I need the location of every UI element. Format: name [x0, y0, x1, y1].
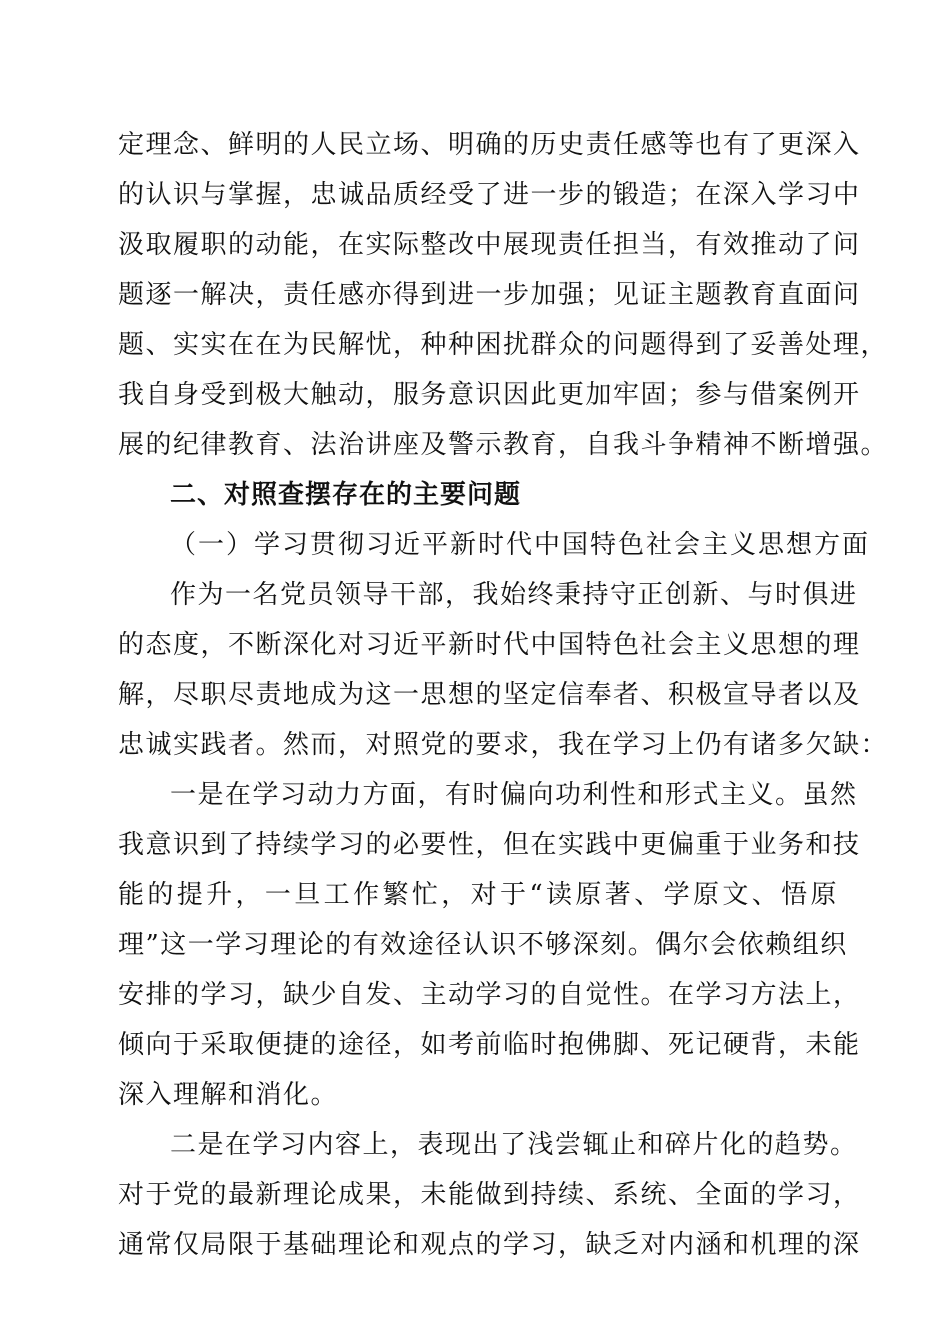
subsection-heading: （一）学习贯彻习近平新时代中国特色社会主义思想方面 [170, 530, 871, 560]
paragraph-line: 对于党的最新理论成果，未能做到持续、系统、全面的学习， [118, 1180, 861, 1210]
document-body [118, 120, 889, 1270]
paragraph-line: 题、实实在在为民解忧，种种困扰群众的问题得到了妥善处理， [118, 330, 889, 360]
paragraph-last-line: 深入理解和消化。 [118, 1080, 339, 1110]
paragraph-line: 安排的学习，缺少自发、主动学习的自觉性。在学习方法上， [118, 980, 861, 1010]
paragraph-line: 题逐一解决，责任感亦得到进一步加强；见证主题教育直面问 [118, 280, 861, 310]
paragraph-line: 的认识与掌握，忠诚品质经受了进一步的锻造；在深入学习中 [118, 180, 861, 210]
paragraph-line: 定理念、鲜明的人民立场、明确的历史责任感等也有了更深入 [118, 130, 861, 160]
paragraph-line: 汲取履职的动能，在实际整改中展现责任担当，有效推动了问 [118, 230, 861, 260]
paragraph-line: 解，尽职尽责地成为这一思想的坚定信奉者、积极宣导者以及 [118, 680, 861, 710]
paragraph-line: 忠诚实践者。然而，对照党的要求，我在学习上仍有诸多欠缺： [118, 730, 889, 760]
paragraph-line: 展的纪律教育、法治讲座及警示教育，自我斗争精神不断增强。 [118, 430, 889, 460]
paragraph-line: 倾向于采取便捷的途径，如考前临时抱佛脚、死记硬背，未能 [118, 1030, 861, 1060]
paragraph-line: 能的提升，一旦工作繁忙，对于“读原著、学原文、悟原 [118, 880, 838, 910]
paragraph-line: 我自身受到极大触动，服务意识因此更加牢固；参与借案例开 [118, 380, 861, 410]
section-heading: 二、对照查摆存在的主要问题 [170, 480, 522, 510]
paragraph-line: 理”这一学习理论的有效途径认识不够深刻。偶尔会依赖组织 [118, 930, 848, 960]
paragraph-first-line: 二是在学习内容上，表现出了浅尝辄止和碎片化的趋势。 [170, 1130, 858, 1160]
paragraph-line: 的态度，不断深化对习近平新时代中国特色社会主义思想的理 [118, 630, 861, 660]
paragraph-first-line: 作为一名党员领导干部，我始终秉持守正创新、与时俱进 [170, 580, 858, 610]
paragraph-line: 我意识到了持续学习的必要性，但在实践中更偏重于业务和技 [118, 830, 861, 860]
paragraph-line: 通常仅局限于基础理论和观点的学习，缺乏对内涵和机理的深 [118, 1230, 861, 1260]
paragraph-first-line: 一是在学习动力方面，有时偏向功利性和形式主义。虽然 [170, 780, 858, 810]
